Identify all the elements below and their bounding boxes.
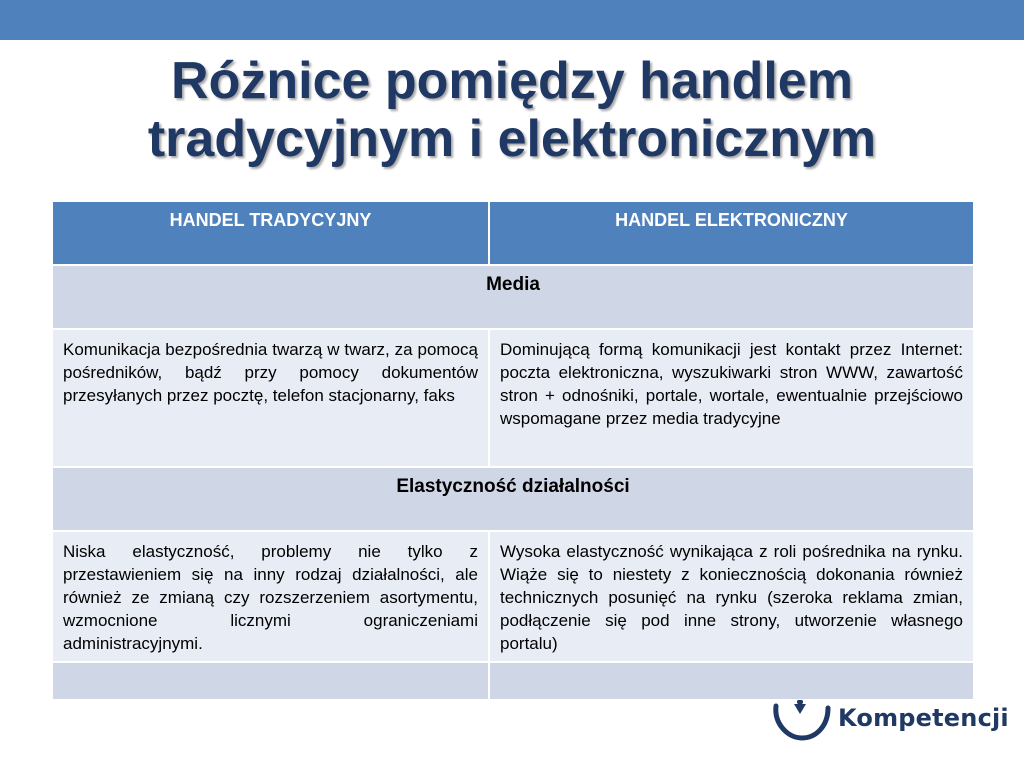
comparison-table xyxy=(51,200,975,701)
section-row-flexibility xyxy=(52,467,974,531)
table-row xyxy=(52,531,974,662)
slide-title-line-2: tradycyjnym i elektronicznym xyxy=(147,110,877,168)
cell-flexibility-traditional: Niska elastyczność, problemy nie tylko z przestawieniem się na inny rodzaj działalności, ale również ze zmianą czy rozszerzeniem asortymentu, wzmocnione licznymi ograniczeniami administracyjnymi. xyxy=(52,531,489,662)
table-row xyxy=(52,329,974,467)
slide-title-line-1: Różnice pomiędzy handlem xyxy=(171,52,853,110)
empty-cell-right xyxy=(489,662,974,700)
section-heading-flexibility: Elastyczność działalności xyxy=(52,467,974,531)
logo xyxy=(770,700,1009,746)
empty-row xyxy=(52,662,974,700)
cell-flexibility-electronic: Wysoka elastyczność wynikająca z roli pośrednika na rynku. Wiąże się to niestety z koniecznością dokonania również technicznych posunięć na rynku (szeroka reklama zmian, podłączenie się pod inne strony, utworzenie własnego portalu) xyxy=(489,531,974,662)
header-traditional: HANDEL TRADYCYJNY xyxy=(52,201,489,265)
top-accent-bar xyxy=(0,0,1024,40)
section-row-media xyxy=(52,265,974,329)
empty-cell-left xyxy=(52,662,489,700)
slide-title xyxy=(0,52,1024,168)
header-electronic: HANDEL ELEKTRONICZNY xyxy=(489,201,974,265)
cell-media-traditional: Komunikacja bezpośrednia twarzą w twarz, za pomocą pośredników, bądź przy pomocy dokumentów przesyłanych przez pocztę, telefon stacjonarny, faks xyxy=(52,329,489,467)
section-heading-media: Media xyxy=(52,265,974,329)
logo-text: Kompetencji xyxy=(838,704,1009,732)
cell-media-electronic: Dominującą formą komunikacji jest kontakt przez Internet: poczta elektroniczna, wyszukiwarki stron WWW, zawartość stron + odnośniki, portale, wortale, ewentualnie przejściowo wspomagane przez media tradycyjne xyxy=(489,329,974,467)
table-header-row xyxy=(52,201,974,265)
logo-mark-icon xyxy=(770,700,834,746)
